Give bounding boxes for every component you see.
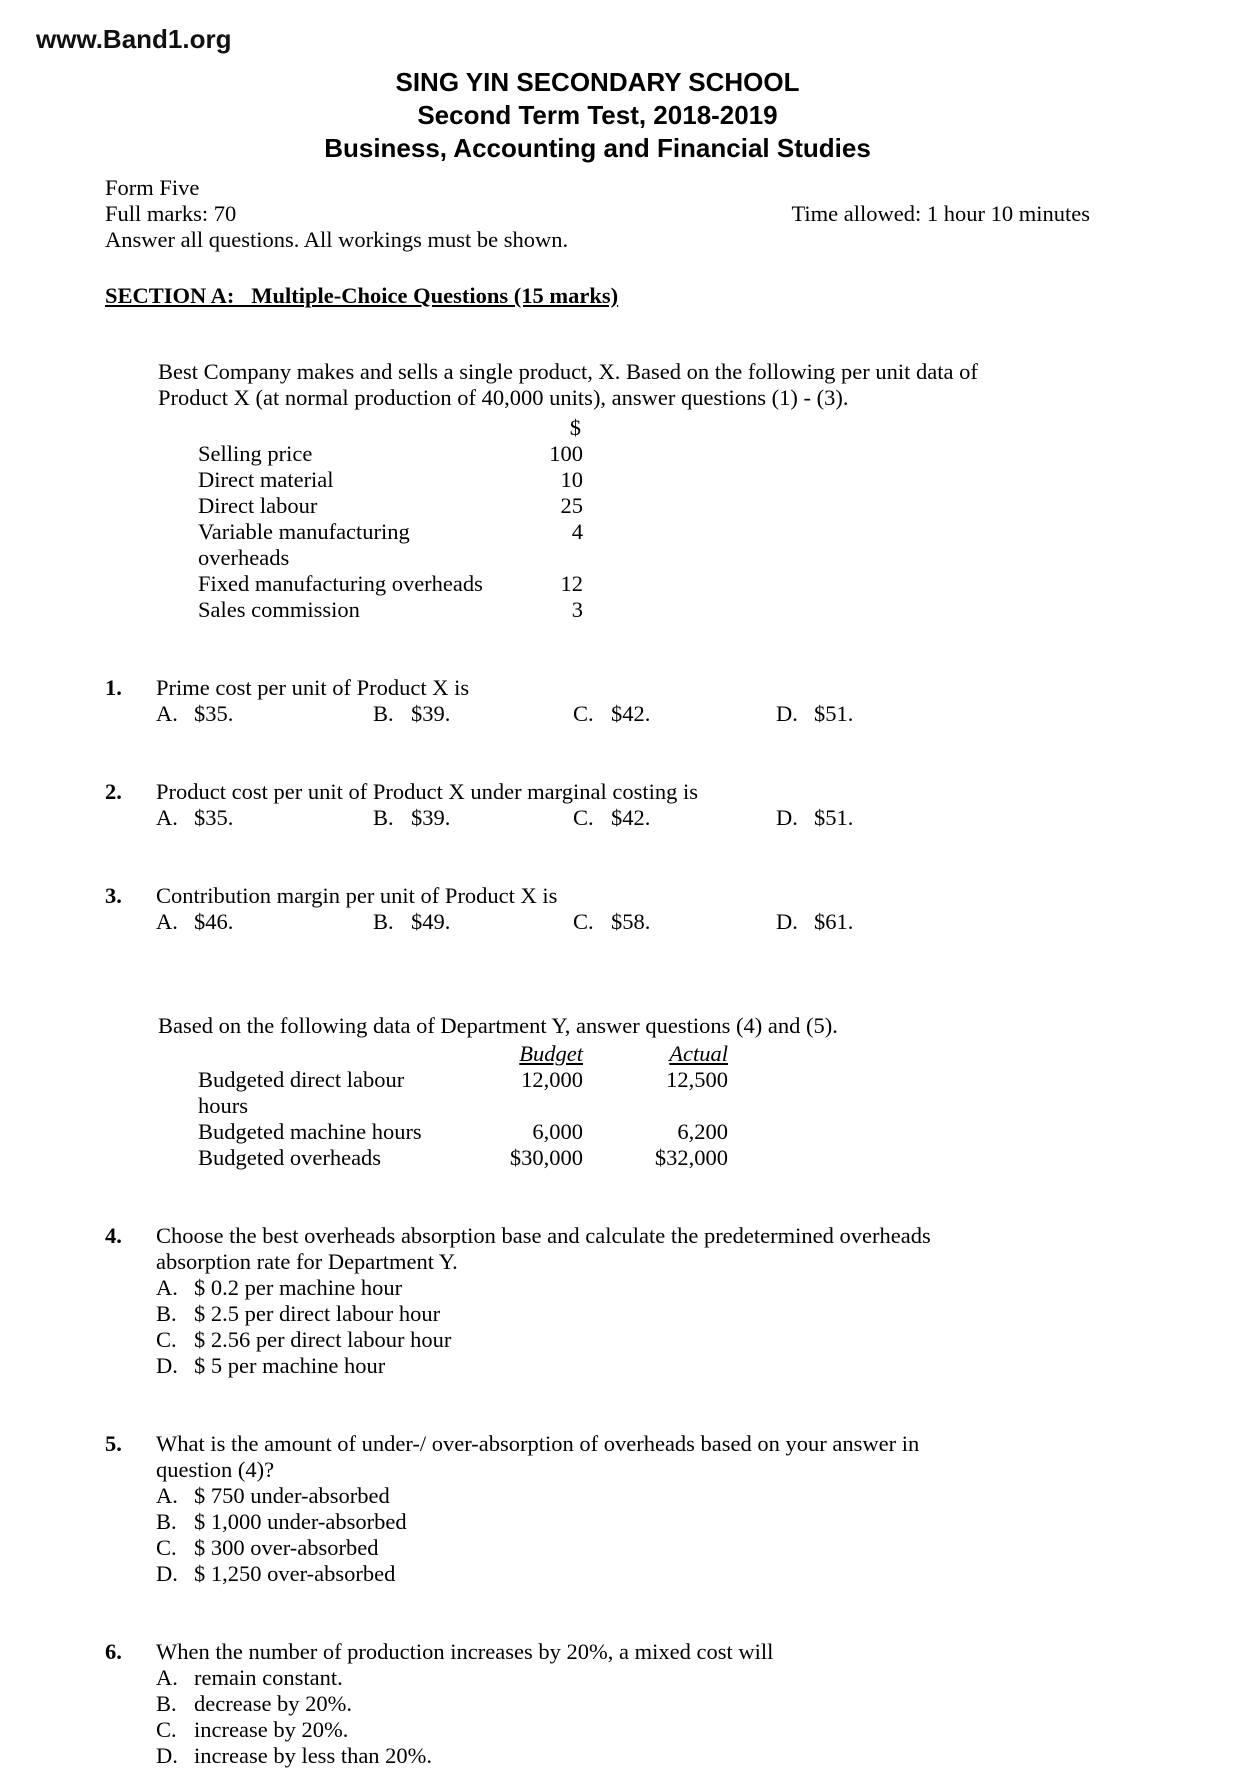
option-letter: B.	[373, 909, 394, 934]
option-letter: A.	[156, 1483, 178, 1508]
question-6	[105, 1639, 1090, 1769]
full-marks-label: Full marks: 70	[105, 201, 237, 226]
option-letter: C.	[156, 1717, 177, 1742]
cost-table-dollar-header: $	[569, 415, 581, 440]
option-letter: B.	[156, 1509, 177, 1534]
question-number: 5.	[105, 1431, 122, 1456]
option-d[interactable]	[156, 1743, 1001, 1769]
option-letter: C.	[156, 1535, 177, 1560]
option-letter: D.	[776, 701, 798, 726]
question-5-options	[156, 1483, 1001, 1587]
question-text: Product cost per unit of Product X under marginal costing is	[156, 779, 698, 804]
option-b[interactable]	[156, 1691, 1001, 1717]
question-1	[105, 675, 1090, 727]
table-row-label: Variable manufacturing overheads	[198, 519, 410, 570]
option-value: $ 1,250 over-absorbed	[194, 1561, 396, 1586]
option-c[interactable]	[156, 1717, 1001, 1743]
table-row-label: Sales commission	[198, 597, 360, 622]
option-value: decrease by 20%.	[194, 1691, 353, 1716]
table-row-budget: 12,000	[521, 1067, 583, 1092]
question-number: 3.	[105, 883, 122, 908]
question-6-options	[156, 1665, 1001, 1769]
question-2	[105, 779, 1090, 831]
option-letter: A.	[156, 1665, 178, 1690]
question-3-options	[156, 909, 1001, 935]
table-row-value: 25	[560, 493, 583, 518]
option-a[interactable]	[156, 1665, 1001, 1691]
option-d[interactable]	[156, 1353, 1001, 1379]
option-b[interactable]	[373, 909, 573, 935]
option-a[interactable]	[156, 1275, 1001, 1301]
option-value: $51.	[814, 805, 854, 830]
table-row-value: 12	[560, 571, 583, 596]
option-d[interactable]	[156, 1561, 1001, 1587]
option-value: $ 0.2 per machine hour	[194, 1275, 403, 1300]
option-value: remain constant.	[194, 1665, 343, 1690]
option-value: $ 2.56 per direct labour hour	[194, 1327, 452, 1352]
option-letter: D.	[776, 909, 798, 934]
table-row-value: 3	[571, 597, 583, 622]
title-block	[105, 66, 1090, 165]
option-value: $49.	[411, 909, 451, 934]
option-value: increase by less than 20%.	[194, 1743, 433, 1768]
watermark-url: www.Band1.org	[36, 24, 232, 54]
budget-column-header: Budget	[519, 1041, 583, 1066]
table-row-budget: $30,000	[509, 1145, 583, 1170]
question-5	[105, 1431, 1090, 1587]
option-letter: C.	[156, 1327, 177, 1352]
option-letter: D.	[156, 1743, 178, 1768]
option-a[interactable]	[156, 1483, 1001, 1509]
option-letter: B.	[373, 805, 394, 830]
option-c[interactable]	[573, 805, 776, 831]
table-row-budget: 6,000	[532, 1119, 583, 1144]
school-name: SING YIN SECONDARY SCHOOL	[395, 67, 800, 97]
table-row-label: Budgeted machine hours	[198, 1119, 422, 1144]
option-letter: D.	[156, 1353, 178, 1378]
table-row-label: Direct labour	[198, 493, 318, 518]
option-value: $51.	[814, 701, 854, 726]
question-text: Contribution margin per unit of Product X is	[156, 883, 558, 908]
option-value: $39.	[411, 701, 451, 726]
option-a[interactable]	[156, 701, 373, 727]
option-value: $35.	[194, 805, 234, 830]
option-value: $42.	[611, 701, 651, 726]
option-letter: A.	[156, 1275, 178, 1300]
question-text: What is the amount of under-/ over-absorption of overheads based on your answer in question (4)?	[156, 1431, 920, 1482]
table-row-label: Fixed manufacturing overheads	[198, 571, 483, 596]
option-letter: C.	[573, 805, 594, 830]
question-2-options	[156, 805, 1001, 831]
table-row-label: Budgeted overheads	[198, 1145, 382, 1170]
option-letter: B.	[156, 1301, 177, 1326]
question-4-options	[156, 1275, 1001, 1379]
test-title: Second Term Test, 2018-2019	[417, 100, 778, 130]
option-value: increase by 20%.	[194, 1717, 349, 1742]
option-b[interactable]	[373, 701, 573, 727]
table-row-actual: 12,500	[666, 1067, 728, 1092]
option-letter: B.	[156, 1691, 177, 1716]
table-row-label: Direct material	[198, 467, 334, 492]
table-row-label: Budgeted direct labour hours	[198, 1067, 405, 1118]
question-1-options	[156, 701, 1001, 727]
option-value: $ 5 per machine hour	[194, 1353, 386, 1378]
option-b[interactable]	[156, 1509, 1001, 1535]
option-letter: D.	[156, 1561, 178, 1586]
option-value: $58.	[611, 909, 651, 934]
option-letter: C.	[573, 909, 594, 934]
instructions-label: Answer all questions. All workings must be shown.	[105, 227, 569, 252]
question-text: Choose the best overheads absorption base and calculate the predetermined overheads absorption rate for Department Y.	[156, 1223, 931, 1274]
question-3	[105, 883, 1090, 935]
option-d[interactable]	[776, 701, 1001, 727]
option-d[interactable]	[776, 805, 1001, 831]
option-value: $ 1,000 under-absorbed	[194, 1509, 407, 1534]
option-value: $35.	[194, 701, 234, 726]
option-letter: D.	[776, 805, 798, 830]
section-a-heading: SECTION A: Multiple-Choice Questions (15 marks)	[105, 283, 619, 308]
option-letter: A.	[156, 805, 178, 830]
cost-per-unit-table	[198, 415, 1090, 623]
option-b[interactable]	[373, 805, 573, 831]
option-c[interactable]	[156, 1535, 1001, 1561]
question-4	[105, 1223, 1090, 1379]
table-row-actual: 6,200	[677, 1119, 728, 1144]
question-text: Prime cost per unit of Product X is	[156, 675, 470, 700]
option-d[interactable]	[776, 909, 1001, 935]
table-row-value: 4	[571, 519, 583, 544]
option-b[interactable]	[156, 1301, 1001, 1327]
option-c[interactable]	[573, 909, 776, 935]
option-letter: A.	[156, 909, 178, 934]
question-number: 1.	[105, 675, 122, 700]
option-a[interactable]	[156, 805, 373, 831]
question-number: 6.	[105, 1639, 122, 1664]
intro-paragraph-2: Based on the following data of Department Y, answer questions (4) and (5).	[158, 1013, 838, 1038]
option-value: $ 2.5 per direct labour hour	[194, 1301, 441, 1326]
table-row-label: Selling price	[198, 441, 313, 466]
option-c[interactable]	[156, 1327, 1001, 1353]
table-row-actual: $32,000	[654, 1145, 728, 1170]
marks-time-row	[105, 201, 1090, 227]
subject-title: Business, Accounting and Financial Studies	[324, 133, 871, 163]
question-number: 2.	[105, 779, 122, 804]
option-value: $ 750 under-absorbed	[194, 1483, 390, 1508]
department-y-table	[198, 1041, 1090, 1171]
table-row-value: 10	[560, 467, 583, 492]
option-c[interactable]	[573, 701, 776, 727]
option-value: $42.	[611, 805, 651, 830]
time-allowed-label: Time allowed: 1 hour 10 minutes	[791, 201, 1090, 226]
option-value: $61.	[814, 909, 854, 934]
option-value: $46.	[194, 909, 234, 934]
info-block	[105, 175, 1090, 253]
option-letter: A.	[156, 701, 178, 726]
table-row-value: 100	[549, 441, 583, 466]
actual-column-header: Actual	[669, 1041, 728, 1066]
option-value: $39.	[411, 805, 451, 830]
option-letter: C.	[573, 701, 594, 726]
option-value: $ 300 over-absorbed	[194, 1535, 379, 1560]
option-letter: B.	[373, 701, 394, 726]
question-text: When the number of production increases by 20%, a mixed cost will	[156, 1639, 774, 1664]
question-number: 4.	[105, 1223, 122, 1248]
option-a[interactable]	[156, 909, 373, 935]
form-label: Form Five	[105, 175, 200, 200]
intro-paragraph-1: Best Company makes and sells a single product, X. Based on the following per unit data of Product X (at normal production of 40,000 units), answer questions (1) - (3).	[158, 359, 978, 410]
